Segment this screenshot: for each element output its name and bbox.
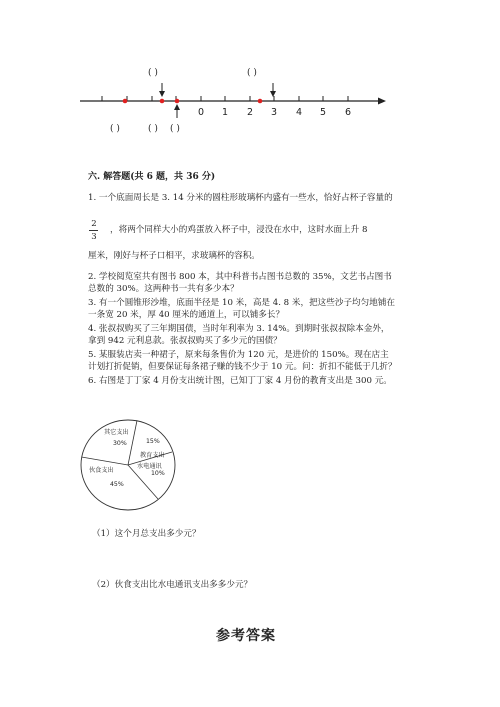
number-line-point (258, 99, 263, 104)
pie-label: 教育支出 (140, 452, 165, 459)
tick-label: 4 (296, 107, 303, 118)
problem-3-text: 一条宽 20 米，厚 40 厘米的通道上，可以铺多长？ (88, 310, 285, 320)
answer-blank: ( ) (110, 124, 120, 134)
number-line-figure (0, 0, 500, 160)
number-line-ticks (102, 96, 348, 101)
sub-question-2: （2）伙食支出比水电通讯支出多多少元？ (92, 580, 253, 590)
down-arrow-icon (159, 83, 165, 97)
problem-4-text: 4. 张叔叔购买了三年期国债，当时年利率为 3. 14%。到期时张叔叔除本金外， (88, 324, 390, 334)
problem-5-text: 5. 某服装店卖一种裙子，原来每条售价为 120 元，是进价的 150%。现在店主 (88, 350, 389, 360)
fraction-denominator: 3 (91, 232, 97, 242)
number-line-point (160, 99, 165, 104)
tick-label: 5 (320, 107, 327, 118)
fraction (88, 219, 100, 242)
pie-value: 10% (151, 470, 165, 477)
problem-6-text: 6. 右图是丁丁家 4 月份支出统计图，已知丁丁家 4 月份的教育支出是 300 元。 (88, 376, 392, 386)
answer-blank: ( ) (148, 68, 158, 78)
pie-value: 15% (146, 438, 160, 445)
tick-label: 2 (247, 107, 254, 118)
tick-label: 0 (198, 107, 205, 118)
problem-5-text: 计划打折促销，但要保证每条裙子赚的钱不少于 10 元。问：折扣不能低于几折？ (88, 362, 397, 372)
pie-label: 伙食支出 (89, 467, 114, 474)
number-line-arrowhead (378, 98, 386, 105)
pie-value: 45% (110, 481, 124, 488)
problem-1-text: ，将两个同样大小的鸡蛋放入杯子中，浸没在水中，这时水面上升 8 (110, 225, 368, 235)
problem-4-text: 拿到 942 元利息款。张叔叔购买了多少元的国债？ (88, 336, 282, 346)
answer-blank: ( ) (247, 68, 257, 78)
fraction-numerator: 2 (91, 219, 97, 229)
tick-label: 1 (222, 107, 229, 118)
problem-2-text: 2. 学校阅览室共有图书 800 本，其中科普书占图书总数的 35%，文艺书占图书 (88, 272, 392, 282)
answers-title: 参考答案 (216, 628, 276, 644)
fraction-bar (89, 230, 98, 231)
tick-label: 3 (271, 107, 278, 118)
pie-label: 水电通讯 (137, 463, 162, 470)
pie-value: 30% (113, 440, 127, 447)
tick-label: 6 (345, 107, 352, 118)
number-line-point (123, 99, 128, 104)
problem-1-text: 厘米，刚好与杯子口相平，求玻璃杯的容积。 (88, 251, 260, 261)
problem-3-text: 3. 有一个圆锥形沙堆，底面半径是 10 米，高是 4. 8 米，把这些沙子均匀地铺在 (88, 298, 396, 308)
up-arrow-icon (174, 104, 180, 118)
answer-blank: ( ) (148, 124, 158, 134)
number-line-point (175, 99, 180, 104)
answer-blank: ( ) (170, 124, 180, 134)
sub-question-1: （1）这个月总支出多少元？ (92, 529, 201, 539)
pie-label: 其它支出 (104, 429, 129, 436)
down-arrow-icon (270, 83, 276, 97)
problem-2-text: 总数的 30%。这两种书一共有多少本？ (88, 284, 239, 294)
problem-1-text: 1. 一个底面周长是 3. 14 分米的圆柱形玻璃杯内盛有一些水，恰好占杯子容量的 (88, 193, 393, 203)
section-title: 六. 解答题(共 6 题，共 36 分) (88, 172, 216, 182)
